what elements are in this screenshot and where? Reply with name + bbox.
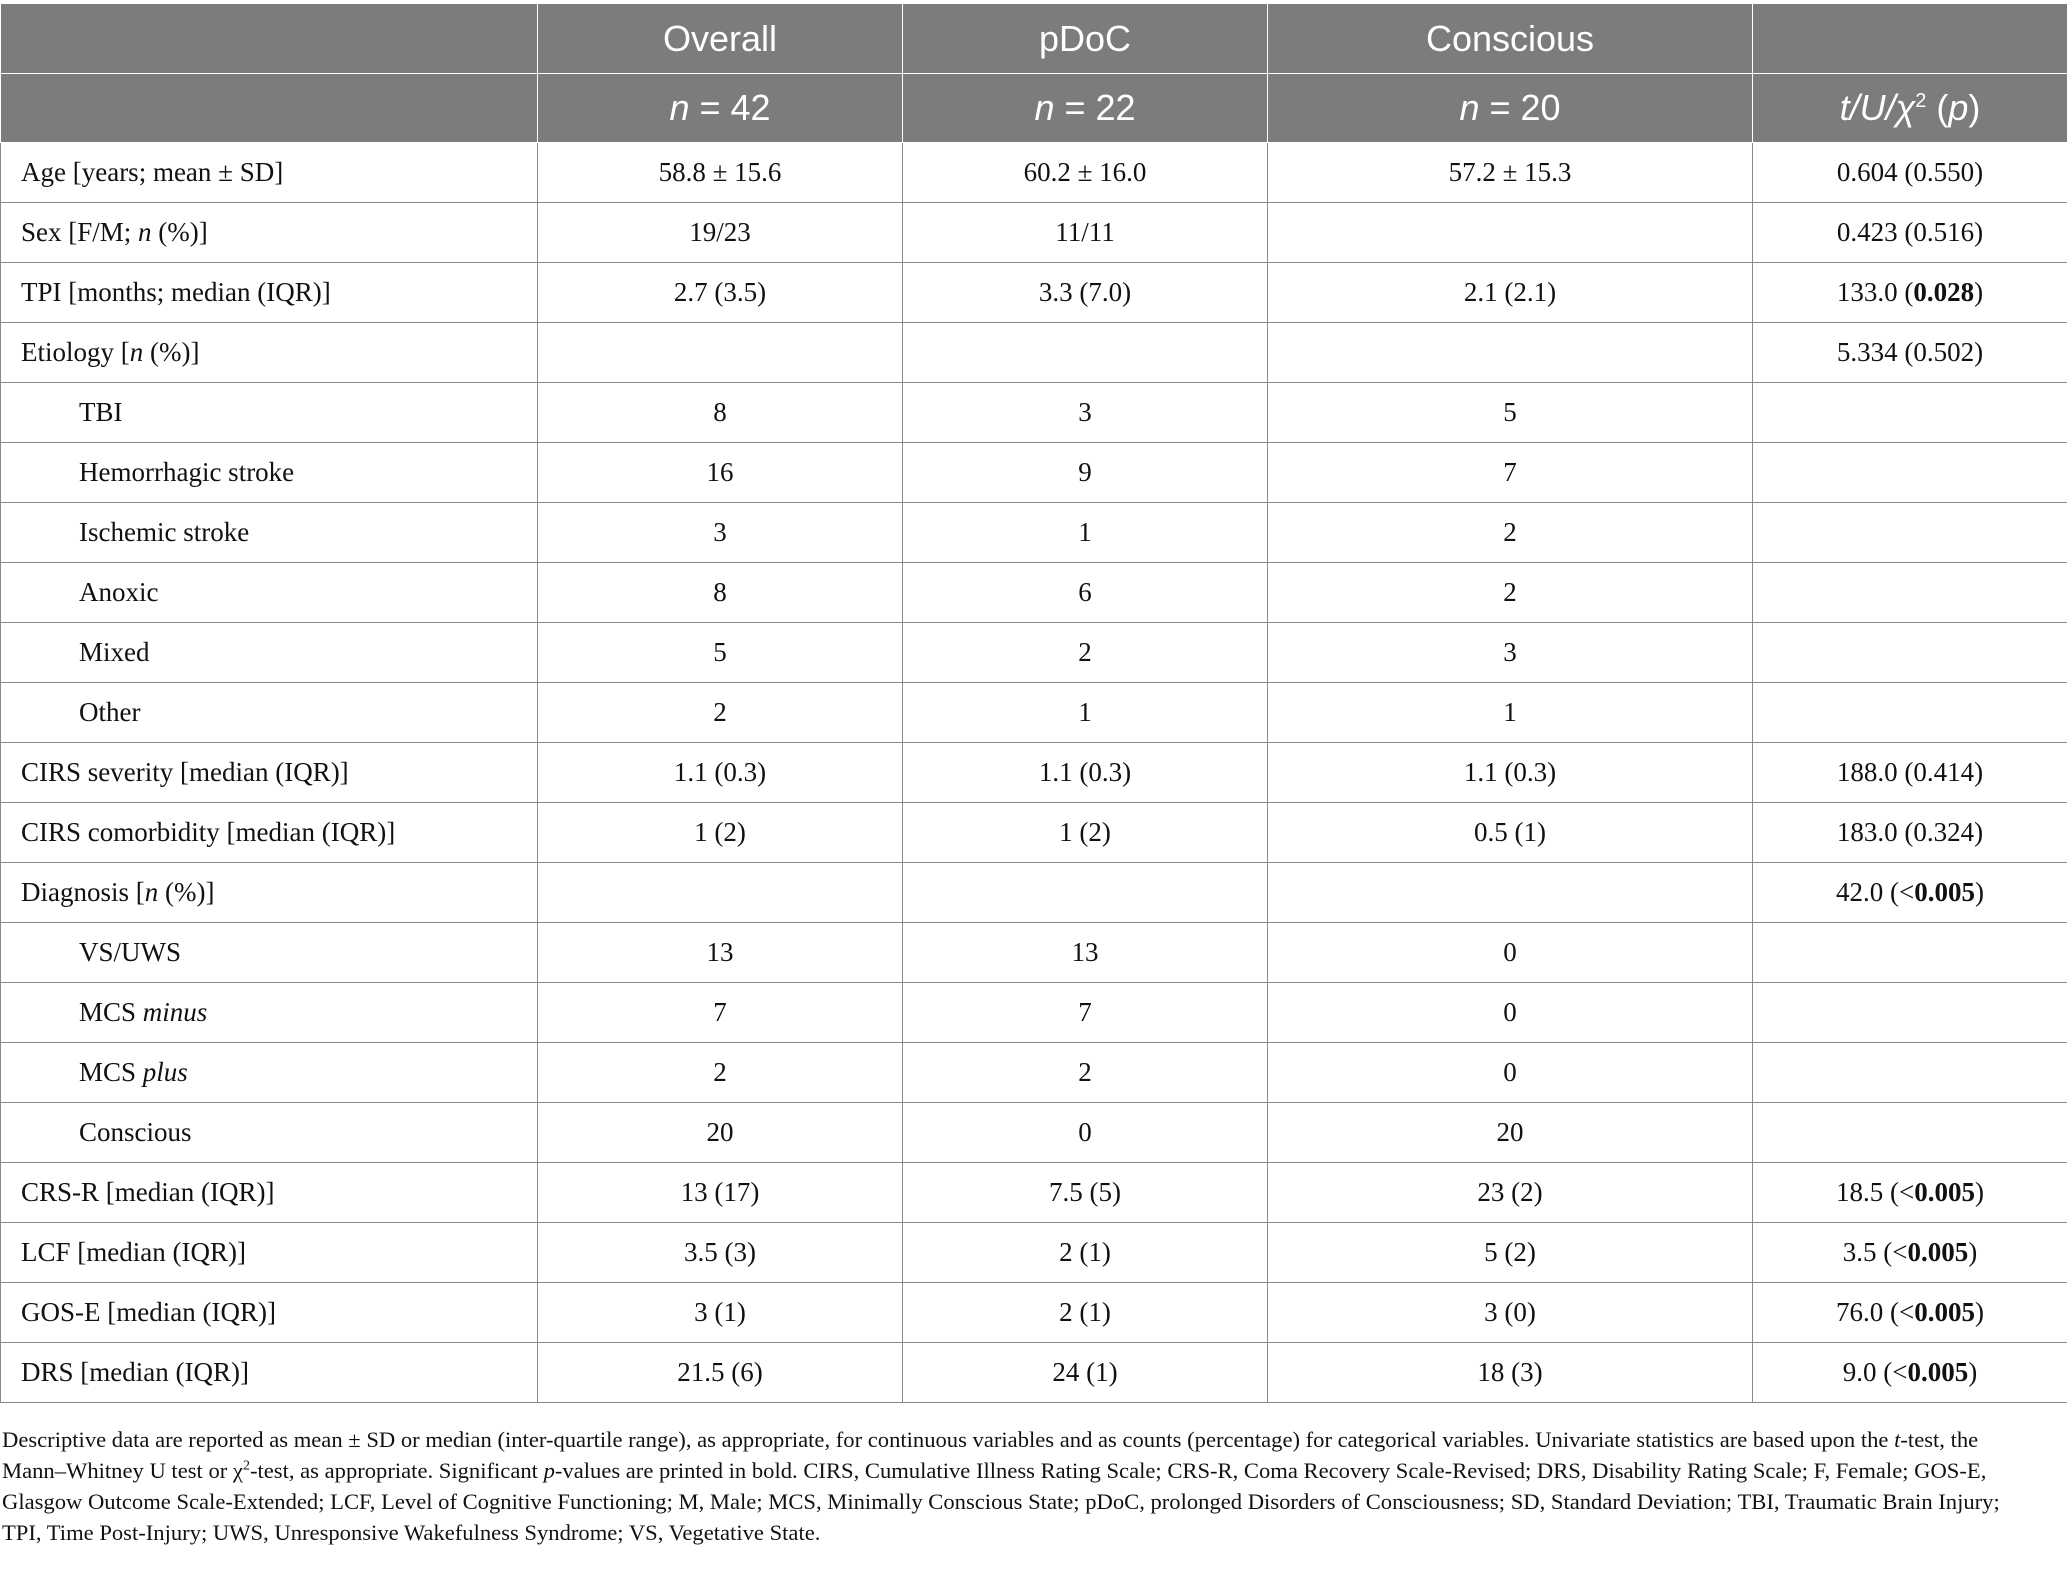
cell-statistic: 3.5 (<0.005) [1753,1223,2067,1283]
cell-statistic [1753,923,2067,983]
cell-statistic: 76.0 (<0.005) [1753,1283,2067,1343]
cell-overall: 5 [538,623,903,683]
row-label: Anoxic [1,563,538,623]
cell-pdoc: 24 (1) [903,1343,1268,1403]
cell-pdoc: 0 [903,1103,1268,1163]
row-label: TBI [1,383,538,443]
table-row [1,1283,2067,1343]
cell-overall: 13 (17) [538,1163,903,1223]
row-label: MCS minus [1,983,538,1043]
table-row [1,623,2067,683]
cell-statistic: 133.0 (0.028) [1753,263,2067,323]
row-label: CRS-R [median (IQR)] [1,1163,538,1223]
cell-statistic: 42.0 (<0.005) [1753,863,2067,923]
cell-conscious [1268,323,1753,383]
row-label: Hemorrhagic stroke [1,443,538,503]
row-label: DRS [median (IQR)] [1,1343,538,1403]
cell-statistic: 183.0 (0.324) [1753,803,2067,863]
cell-pdoc: 11/11 [903,203,1268,263]
cell-conscious: 0 [1268,1043,1753,1103]
cell-conscious: 0 [1268,923,1753,983]
row-label: Etiology [n (%)] [1,323,538,383]
cell-statistic [1753,623,2067,683]
table-row [1,983,2067,1043]
header-conscious-n: n = 20 [1268,74,1753,143]
cell-pdoc: 13 [903,923,1268,983]
cell-conscious: 3 [1268,623,1753,683]
cell-pdoc: 9 [903,443,1268,503]
cell-conscious: 2 [1268,503,1753,563]
cell-statistic [1753,563,2067,623]
cell-statistic [1753,383,2067,443]
cell-pdoc: 2 [903,623,1268,683]
header-empty-stat [1753,4,2067,74]
cell-overall: 7 [538,983,903,1043]
row-label: LCF [median (IQR)] [1,1223,538,1283]
cell-overall: 58.8 ± 15.6 [538,143,903,203]
cell-statistic: 18.5 (<0.005) [1753,1163,2067,1223]
demographics-table [0,4,2067,1403]
cell-overall: 16 [538,443,903,503]
row-label: Conscious [1,1103,538,1163]
cell-overall: 8 [538,563,903,623]
cell-overall: 3.5 (3) [538,1223,903,1283]
row-label: CIRS severity [median (IQR)] [1,743,538,803]
row-label: Age [years; mean ± SD] [1,143,538,203]
cell-overall: 3 (1) [538,1283,903,1343]
row-label: Other [1,683,538,743]
cell-pdoc: 2 (1) [903,1283,1268,1343]
cell-overall [538,863,903,923]
header-row-groups [1,4,2067,74]
cell-overall: 1.1 (0.3) [538,743,903,803]
cell-overall: 2 [538,1043,903,1103]
header-overall-n: n = 42 [538,74,903,143]
cell-overall: 13 [538,923,903,983]
header-empty-label [1,4,538,74]
table-header [1,4,2067,143]
cell-conscious: 2.1 (2.1) [1268,263,1753,323]
cell-statistic [1753,443,2067,503]
cell-pdoc: 2 (1) [903,1223,1268,1283]
row-label: GOS-E [median (IQR)] [1,1283,538,1343]
cell-conscious: 57.2 ± 15.3 [1268,143,1753,203]
row-label: VS/UWS [1,923,538,983]
cell-conscious: 7 [1268,443,1753,503]
cell-statistic [1753,1103,2067,1163]
header-statistic: $t/U/\chi^2$ (p) [1753,74,2067,143]
table-row [1,203,2067,263]
table-row [1,323,2067,383]
table-footnote: Descriptive data are reported as mean ± SD or median (inter-quartile range), as appropriate, for continuous variables and as counts (percentage) for categorical variables. Univariate statistics are based upon the t-test, the Mann–Whitney U test or $\chi^2$-test, as appropriate. Significant p-values are printed in bold. CIRS, Cumulative Illness Rating Scale; CRS-R, Coma Recovery Scale-Revised; DRS, Disability Rating Scale; F, Female; GOS-E, Glasgow Outcome Scale-Extended; LCF, Level of Cognitive Functioning; M, Male; MCS, Minimally Conscious State; pDoC, prolonged Disorders of Consciousness; SD, Standard Deviation; TBI, Traumatic Brain Injury; TPI, Time Post-Injury; UWS, Unresponsive Wakefulness Syndrome; VS, Vegetative State. [2,1427,2000,1545]
cell-conscious: 1.1 (0.3) [1268,743,1753,803]
row-label: Sex [F/M; n (%)] [1,203,538,263]
table-row [1,863,2067,923]
cell-overall: 20 [538,1103,903,1163]
cell-conscious: 5 [1268,383,1753,443]
table-row [1,743,2067,803]
table-row [1,803,2067,863]
cell-conscious: 20 [1268,1103,1753,1163]
cell-overall: 8 [538,383,903,443]
cell-statistic: 0.604 (0.550) [1753,143,2067,203]
cell-conscious: 23 (2) [1268,1163,1753,1223]
cell-conscious: 1 [1268,683,1753,743]
table-row [1,383,2067,443]
cell-overall: 1 (2) [538,803,903,863]
header-row-counts [1,74,2067,143]
table-row [1,923,2067,983]
cell-conscious: 5 (2) [1268,1223,1753,1283]
cell-pdoc: 7.5 (5) [903,1163,1268,1223]
table-row [1,1343,2067,1403]
cell-conscious: 2 [1268,563,1753,623]
row-label: MCS plus [1,1043,538,1103]
row-label: TPI [months; median (IQR)] [1,263,538,323]
header-conscious: Conscious [1268,4,1753,74]
table-row [1,443,2067,503]
cell-conscious: 18 (3) [1268,1343,1753,1403]
cell-overall: 21.5 (6) [538,1343,903,1403]
table-row [1,143,2067,203]
cell-statistic: 188.0 (0.414) [1753,743,2067,803]
cell-conscious [1268,203,1753,263]
cell-pdoc: 3.3 (7.0) [903,263,1268,323]
row-label: Diagnosis [n (%)] [1,863,538,923]
cell-statistic: 5.334 (0.502) [1753,323,2067,383]
cell-statistic [1753,503,2067,563]
table-row [1,1163,2067,1223]
table-row [1,263,2067,323]
cell-pdoc: 1 [903,503,1268,563]
table-row [1,683,2067,743]
cell-statistic [1753,1043,2067,1103]
table-row [1,1223,2067,1283]
cell-overall [538,323,903,383]
table-row [1,1103,2067,1163]
cell-pdoc: 2 [903,1043,1268,1103]
header-overall: Overall [538,4,903,74]
table-row [1,563,2067,623]
cell-statistic: 0.423 (0.516) [1753,203,2067,263]
header-pdoc: pDoC [903,4,1268,74]
cell-overall: 19/23 [538,203,903,263]
cell-conscious: 3 (0) [1268,1283,1753,1343]
cell-overall: 3 [538,503,903,563]
cell-pdoc: 3 [903,383,1268,443]
row-label: Ischemic stroke [1,503,538,563]
cell-statistic: 9.0 (<0.005) [1753,1343,2067,1403]
row-label: Mixed [1,623,538,683]
cell-overall: 2.7 (3.5) [538,263,903,323]
cell-statistic [1753,683,2067,743]
table-body [1,143,2067,1403]
cell-pdoc: 6 [903,563,1268,623]
cell-pdoc: 1 [903,683,1268,743]
cell-pdoc: 1.1 (0.3) [903,743,1268,803]
cell-conscious [1268,863,1753,923]
cell-conscious: 0.5 (1) [1268,803,1753,863]
table-row [1,503,2067,563]
cell-pdoc [903,323,1268,383]
cell-conscious: 0 [1268,983,1753,1043]
cell-pdoc [903,863,1268,923]
cell-pdoc: 7 [903,983,1268,1043]
header-empty-label-2 [1,74,538,143]
cell-overall: 2 [538,683,903,743]
table-row [1,1043,2067,1103]
header-pdoc-n: n = 22 [903,74,1268,143]
cell-pdoc: 60.2 ± 16.0 [903,143,1268,203]
cell-statistic [1753,983,2067,1043]
cell-pdoc: 1 (2) [903,803,1268,863]
row-label: CIRS comorbidity [median (IQR)] [1,803,538,863]
